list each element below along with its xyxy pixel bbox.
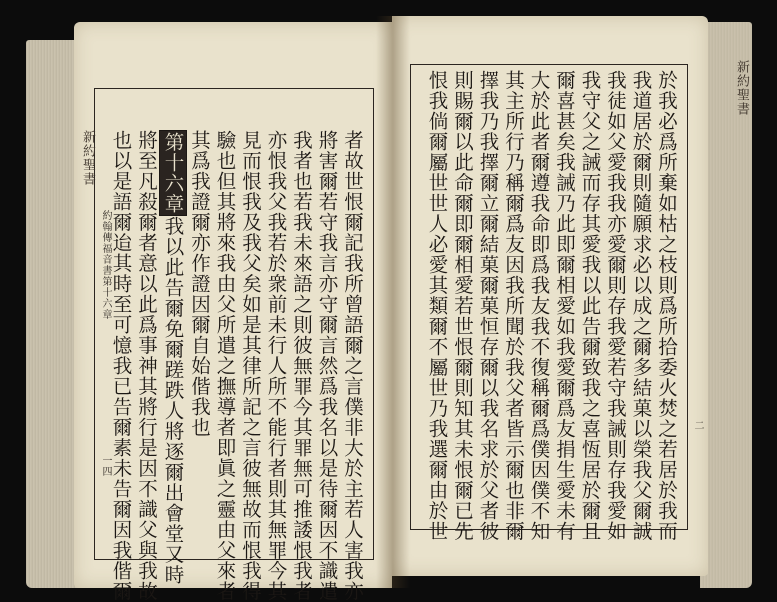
text-column: 將害爾若守我言亦守爾言然爲我名以是待爾因不識遣 bbox=[315, 130, 339, 602]
text-column: 也以是語爾迨其時至可憶我已告爾素未告爾因我偕爾 bbox=[109, 130, 133, 602]
text-column: 其主所行乃稱爾爲友因我所聞於我父者皆示爾也非爾 bbox=[502, 70, 525, 542]
right-page-number: 二 bbox=[692, 420, 703, 431]
text-column: 則賜爾以此命爾即爾相愛若世恨爾則知其未恨爾已先 bbox=[451, 70, 474, 542]
left-chapter-header: 約翰傳福音書第十六章 bbox=[100, 210, 111, 320]
text-column: 驗也但其將來我由父所遣之撫導者即眞之靈由父來者 bbox=[213, 130, 237, 602]
text-column: 我守父之誡而存其愛我以此告爾致我之喜恆居於爾且 bbox=[578, 70, 602, 542]
text-column: 我者也若我未來語之則彼無罪今其罪無可推諉恨我者 bbox=[290, 130, 313, 602]
text-column: 擇我乃我擇爾立爾結菓爾菓恒存爾以我名求於父者彼 bbox=[476, 70, 500, 542]
text-column: 將至凡殺爾者意以此爲事神其將行是因不識父與我故 bbox=[135, 130, 158, 602]
text-column: 我徒如父愛我我亦愛爾則存我愛若守我誡則存我愛如 bbox=[604, 70, 627, 542]
text-column: 恨我倘爾屬世世人必愛其類爾不屬世乃我選爾由於世 bbox=[425, 70, 449, 542]
right-page-text bbox=[424, 70, 679, 542]
chapter-heading: 第十六章 bbox=[159, 130, 187, 216]
text-column: 我以此告爾免爾蹉跌人將逐爾出會堂又時 bbox=[161, 216, 185, 585]
left-page-text bbox=[108, 130, 365, 602]
text-column: 其爲我證爾亦作證因爾自始偕我也 bbox=[188, 130, 211, 438]
text-column: 者故世恨爾記我所曾語爾之言僕非大於主若人害我亦 bbox=[341, 130, 364, 602]
text-column: 於我必爲所棄如枯之枝則爲所拾委火焚之若居於我而 bbox=[655, 70, 678, 542]
text-column: 大於此者爾遵我命即爲我友我不復稱爾爲僕因僕不知 bbox=[527, 70, 551, 542]
text-column: 見而恨我及我父矣如是其律所記之言彼無故而恨我得 bbox=[239, 130, 262, 602]
left-page-number: 一四 bbox=[100, 455, 111, 477]
right-running-title: 新約聖書 bbox=[734, 60, 749, 116]
text-column: 爾喜甚矣我誡乃此即爾相愛如我愛爾爲友捐生愛未有 bbox=[553, 70, 576, 542]
text-column: 亦恨我父我若於衆前未行人所不能行者則其無罪今其 bbox=[264, 130, 288, 602]
left-running-title: 新約聖書 bbox=[80, 130, 95, 186]
text-column: 我道居於爾則隨願求必以成之爾多結菓以榮我父爾誠 bbox=[629, 70, 653, 542]
left-page-edges bbox=[26, 40, 78, 588]
book-gutter bbox=[376, 16, 410, 588]
